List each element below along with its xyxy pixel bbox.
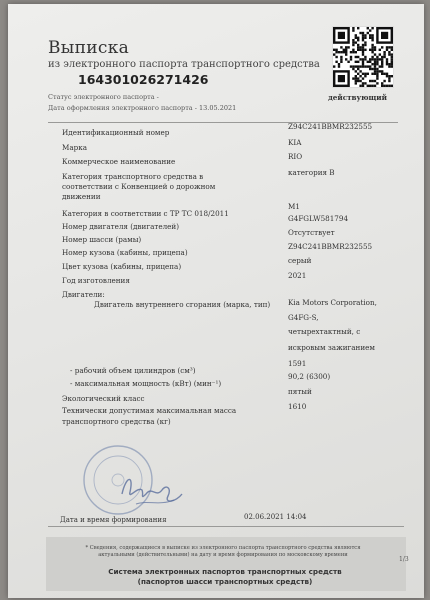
formed-datetime-label: Дата и время формирования: [60, 516, 167, 524]
category-convention-label-2: соответствии с Конвенцией о дорожном: [62, 182, 216, 191]
ice-value-2: G4FG-S,: [288, 313, 319, 322]
issue-date-label: Дата оформления электронного паспорта -: [48, 104, 200, 112]
body-color-value: серый: [288, 256, 312, 265]
max-mass-label-1: Технически допустимая максимальная масса: [62, 406, 237, 415]
system-name: [100, 567, 350, 587]
power-value: 90,2 (6300): [288, 372, 331, 381]
eco-class-label: Экологический класс: [62, 394, 145, 403]
system-name-line-2: (паспортов шасси транспортных средств): [137, 577, 313, 586]
ice-value-1: Kia Motors Corporation,: [288, 298, 377, 307]
category-tr-label: Категория в соответствии с ТР ТС 018/2011: [62, 209, 229, 218]
engine-number-label: Номер двигателя (двигателей): [62, 222, 180, 231]
make-label: Марка: [62, 143, 88, 152]
category-convention-value: категория B: [288, 168, 335, 177]
status-value: действующий: [328, 93, 387, 102]
page-number: 1/3: [399, 556, 409, 563]
eco-class-value: пятый: [288, 387, 312, 396]
formed-datetime-value: 02.06.2021 14:04: [244, 513, 307, 521]
displacement-value: 1591: [288, 359, 307, 368]
power-label: - максимальная мощность (кВт) (мин⁻¹): [70, 379, 222, 388]
document-title: Выписка: [48, 38, 130, 58]
vin-label: Идентификационный номер: [62, 128, 170, 137]
ice-label: Двигатель внутреннего сгорания (марка, тип): [94, 300, 271, 309]
ice-value-4: искровым зажиганием: [288, 343, 375, 352]
status-label: Статус электронного паспорта -: [48, 93, 159, 101]
system-name-line-1: Система электронных паспортов транспортных средств: [108, 567, 342, 576]
engine-number-value: G4FGLW581794: [288, 214, 349, 223]
status-row: [48, 93, 387, 102]
issue-date-row: [48, 104, 236, 112]
signature-icon: [116, 464, 186, 512]
footer-note-line-2: актуальными (действительными) на дату и время формирования по московскому времени: [98, 551, 348, 558]
category-convention-label-3: движении: [62, 192, 101, 201]
make-value: KIA: [288, 138, 302, 147]
year-value: 2021: [288, 271, 307, 280]
body-color-label: Цвет кузова (кабины, прицепа): [62, 262, 182, 271]
document-subtitle: из электронного паспорта транспортного средства: [48, 59, 320, 70]
qr-code-icon: [332, 26, 394, 88]
footer-divider: [48, 526, 404, 527]
issue-date-value: 13.05.2021: [199, 104, 237, 112]
vin-value: Z94C241BBMR232555: [288, 122, 373, 131]
engines-label: Двигатели:: [62, 290, 105, 299]
year-label: Год изготовления: [62, 276, 130, 285]
footer-note-line-1: * Сведения, содержащиеся в выписке из электронного паспорта транспортного средства являются: [85, 545, 361, 551]
commercial-name-label: Коммерческое наименование: [62, 157, 176, 166]
footer-note: [68, 545, 378, 558]
commercial-name-value: RIO: [288, 152, 303, 161]
max-mass-label-2: транспортного средства (кг): [62, 417, 171, 426]
chassis-label: Номер шасси (рамы): [62, 235, 142, 244]
chassis-value: Отсутствует: [288, 228, 335, 237]
category-convention-label-1: Категория транспортного средства в: [62, 172, 204, 181]
body-number-value: Z94C241BBMR232555: [288, 242, 373, 251]
category-tr-value: M1: [288, 202, 300, 211]
body-number-label: Номер кузова (кабины, прицепа): [62, 248, 188, 257]
displacement-label: - рабочий объем цилиндров (см³): [70, 366, 196, 375]
ice-value-3: четырехтактный, с: [288, 327, 361, 336]
document-sheet: [8, 4, 424, 598]
epts-number: 164301026271426: [78, 72, 209, 87]
max-mass-value: 1610: [288, 402, 307, 411]
